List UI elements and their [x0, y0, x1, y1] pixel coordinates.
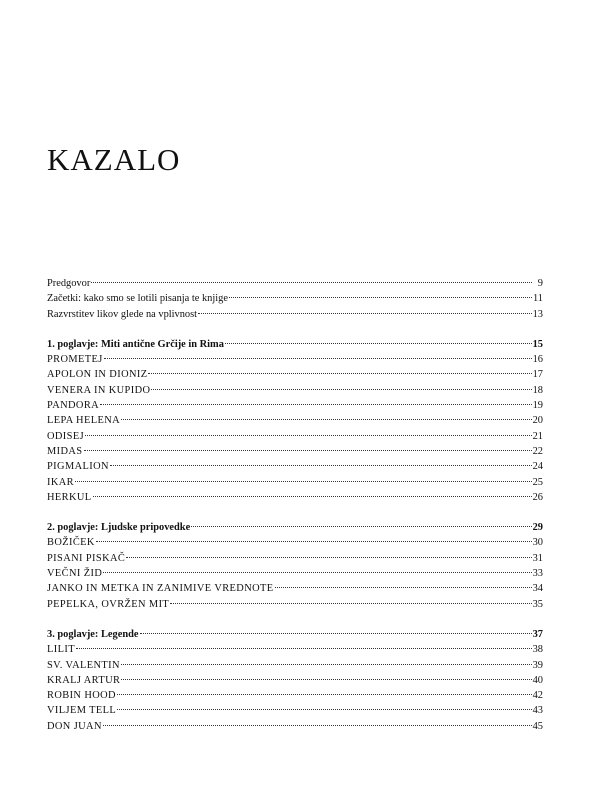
dot-leader: [275, 587, 532, 588]
toc-entry-page: 37: [532, 628, 543, 640]
toc-entry-label: KRALJ ARTUR: [47, 674, 121, 686]
toc-entry[interactable]: [47, 597, 543, 612]
dot-leader: [96, 541, 532, 542]
toc-entry-page: 11: [532, 293, 543, 305]
dot-leader: [110, 465, 532, 466]
dot-leader: [103, 572, 531, 573]
toc-entry-page: 18: [532, 384, 543, 396]
dot-leader: [104, 358, 532, 359]
toc-entry[interactable]: [47, 490, 543, 505]
toc-entry[interactable]: [47, 673, 543, 688]
toc-entry-label: Predgovor: [47, 278, 91, 289]
toc-entry-label: BOŽIČEK: [47, 537, 95, 549]
toc-entry-label: Razvrstitev likov glede na vplivnost: [47, 308, 198, 320]
toc-entry-label: PROMETEJ: [47, 354, 103, 366]
toc-section-chapter-3: [47, 627, 543, 734]
toc-entry-label: MIDAS: [47, 445, 83, 457]
toc-entry-page: 42: [532, 690, 543, 702]
toc-entry-label: PIGMALION: [47, 461, 109, 473]
toc-entry-label: PANDORA: [47, 400, 100, 412]
toc-entry-page: 39: [532, 659, 543, 671]
toc-entry-label: ODISEJ: [47, 430, 85, 442]
toc-entry-label: 3. poglavje: Legende: [47, 628, 139, 640]
toc-entry-label: VEČNI ŽID: [47, 568, 103, 580]
toc-entry[interactable]: [47, 642, 543, 657]
dot-leader: [229, 297, 532, 298]
toc-entry[interactable]: [47, 535, 543, 550]
toc-entry[interactable]: [47, 475, 543, 490]
toc-chapter-heading[interactable]: [47, 627, 543, 642]
toc-entry-page: 21: [532, 430, 543, 442]
toc-entry[interactable]: [47, 291, 543, 306]
toc-entry[interactable]: [47, 581, 543, 596]
toc-entry-label: VILJEM TELL: [47, 705, 117, 717]
toc-entry-page: 19: [532, 400, 543, 412]
toc-entry-label: APOLON IN DIONIZ: [47, 369, 148, 381]
toc-entry-label: PISANI PISKAČ: [47, 552, 126, 564]
toc-entry[interactable]: [47, 398, 543, 413]
toc-section-chapter-2: [47, 520, 543, 612]
dot-leader: [121, 679, 531, 680]
dot-leader: [191, 526, 531, 527]
page-title: KAZALO: [47, 142, 181, 177]
dot-leader: [76, 648, 532, 649]
toc-entry[interactable]: [47, 703, 543, 718]
toc-chapter-heading[interactable]: [47, 520, 543, 535]
toc-entry-label: DON JUAN: [47, 720, 102, 732]
toc-entry[interactable]: [47, 352, 543, 367]
toc-entry-page: 25: [532, 476, 543, 488]
toc-entry[interactable]: [47, 658, 543, 673]
toc-entry-page: 34: [532, 583, 543, 595]
toc-entry[interactable]: [47, 383, 543, 398]
toc-entry[interactable]: [47, 444, 543, 459]
toc-entry[interactable]: [47, 307, 543, 322]
dot-leader: [121, 664, 532, 665]
toc-entry-page: 31: [532, 552, 543, 564]
toc-entry-page: 26: [532, 491, 543, 503]
dot-leader: [100, 404, 532, 405]
toc-section-chapter-1: [47, 337, 543, 505]
dot-leader: [85, 435, 532, 436]
toc-entry-label: LEPA HELENA: [47, 415, 120, 427]
toc-entry-page: 33: [532, 568, 543, 580]
toc-entry[interactable]: [47, 459, 543, 474]
toc-entry-page: 9: [537, 278, 543, 289]
dot-leader: [126, 557, 531, 558]
dot-leader: [103, 725, 532, 726]
toc-entry-label: LILIT: [47, 644, 75, 656]
dot-leader: [148, 373, 531, 374]
toc-entry-page: 45: [532, 720, 543, 732]
toc-entry-page: 40: [532, 674, 543, 686]
toc-entry-label: JANKO IN METKA IN ZANIMIVE VREDNOTE: [47, 583, 274, 595]
toc-entry[interactable]: [47, 551, 543, 566]
toc-entry-page: 24: [532, 461, 543, 473]
toc-entry-label: HERKUL: [47, 491, 92, 503]
toc-entry-page: 30: [532, 537, 543, 549]
dot-leader: [121, 419, 532, 420]
dot-leader: [225, 343, 532, 344]
dot-leader: [140, 633, 532, 634]
dot-leader: [75, 481, 532, 482]
toc-entry-page: 17: [532, 369, 543, 381]
toc-entry-label: VENERA IN KUPIDO: [47, 384, 151, 396]
toc-entry-page: 29: [532, 522, 543, 534]
toc-entry[interactable]: [47, 429, 543, 444]
toc-section-front-matter: [47, 276, 543, 322]
toc-entry[interactable]: [47, 688, 543, 703]
toc-entry-page: 22: [532, 445, 543, 457]
toc-entry[interactable]: [47, 276, 543, 291]
dot-leader: [84, 450, 532, 451]
toc-entry-page: 43: [532, 705, 543, 717]
toc-chapter-heading[interactable]: [47, 337, 543, 352]
toc-entry-page: 15: [532, 338, 543, 350]
dot-leader: [198, 313, 532, 314]
toc-entry[interactable]: [47, 367, 543, 382]
toc-entry-label: PEPELKA, OVRŽEN MIT: [47, 598, 170, 610]
toc-entry-page: 38: [532, 644, 543, 656]
toc-entry[interactable]: [47, 413, 543, 428]
toc-entry-label: 1. poglavje: Miti antične Grčije in Rima: [47, 338, 224, 350]
toc-entry-label: IKAR: [47, 476, 74, 488]
dot-leader: [117, 694, 532, 695]
toc-entry-label: Začetki: kako smo se lotili pisanja te knjige: [47, 293, 228, 305]
table-of-contents: [47, 276, 543, 734]
toc-entry-page: 20: [532, 415, 543, 427]
dot-leader: [91, 282, 532, 283]
dot-leader: [170, 603, 531, 604]
toc-entry-page: 13: [532, 308, 543, 320]
toc-entry[interactable]: [47, 719, 543, 734]
toc-entry-page: 16: [532, 354, 543, 366]
dot-leader: [93, 496, 532, 497]
toc-entry-page: 35: [532, 598, 543, 610]
toc-entry-label: 2. poglavje: Ljudske pripovedke: [47, 522, 191, 534]
toc-entry-label: SV. VALENTIN: [47, 659, 120, 671]
toc-entry-label: ROBIN HOOD: [47, 690, 116, 702]
toc-entry[interactable]: [47, 566, 543, 581]
dot-leader: [151, 389, 531, 390]
dot-leader: [117, 709, 531, 710]
